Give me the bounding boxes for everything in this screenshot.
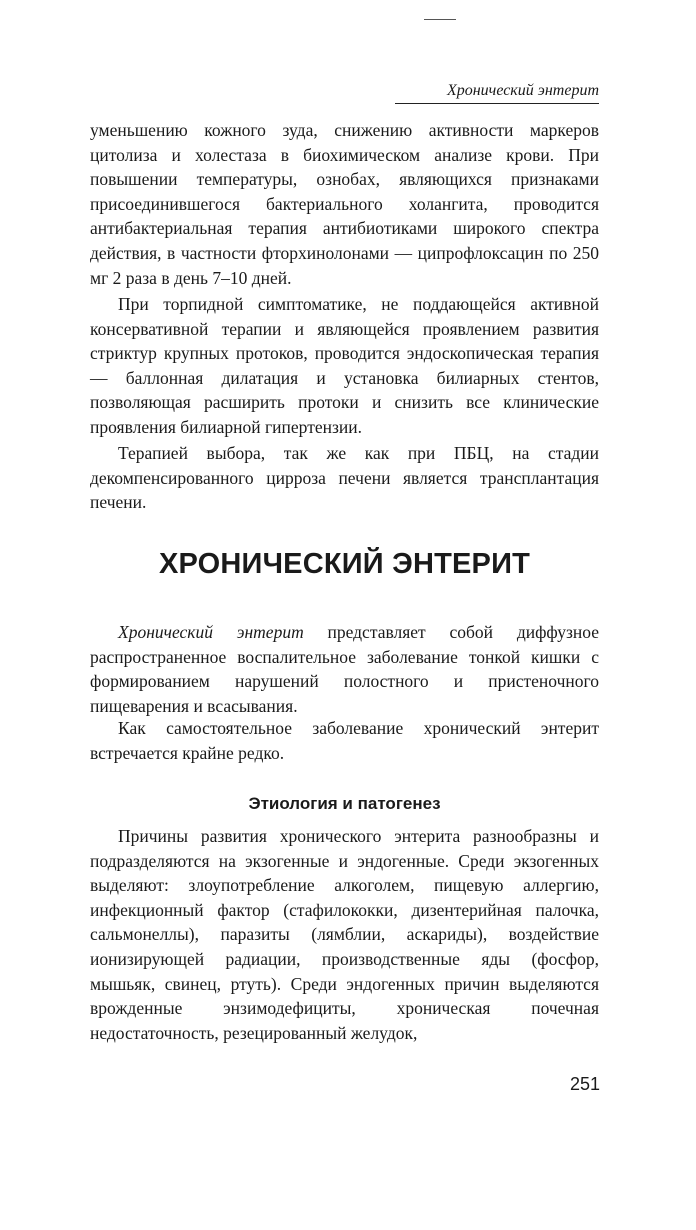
page-number: 251 — [569, 1074, 600, 1094]
section-title: Этиология и патогенез — [248, 794, 441, 813]
definition-paragraph — [90, 620, 599, 718]
body-paragraph — [90, 716, 599, 765]
body-paragraph-continued — [90, 118, 599, 290]
paragraph-text: Терапией выбора, так же как при ПБЦ, на стадии декомпенсированного цирроза печени является трансплантация печени. — [90, 443, 599, 513]
top-margin-mark — [424, 19, 456, 20]
running-head: Хронический энтерит — [446, 82, 599, 99]
body-paragraph — [90, 824, 599, 1045]
definition-text: представляет собой диффузное распространенное воспалительное заболевание тонкой кишки с формированием нарушений полостного и пристеночного пищеварения и всасывания. — [90, 622, 599, 716]
body-paragraph — [90, 292, 599, 440]
paragraph-text: Причины развития хронического энтерита разнообразны и подразделяются на экзогенные и эндогенные. Среди экзогенных выделяют: злоупотребление алкоголем, пищевую аллергию, инфекционный фактор (стафилококки, дизентерийная палочка, сальмонеллы), паразиты (лямблии, аскариды), воздействие ионизирующей радиации, производственные яды (фосфор, мышьяк, свинец, ртуть). Среди эндогенных причин выделяются врожденные энзимодефициты, хроническая почечная недостаточность, резецированный желудок, — [90, 826, 599, 1043]
running-head-rule — [395, 103, 599, 104]
paragraph-text — [90, 620, 599, 718]
paragraph-text: уменьшению кожного зуда, снижению активности маркеров цитолиза и холестаза в биохимическом анализе крови. При повышении температуры, ознобах, являющихся признаками присоединившегося бактериального холангита, проводится антибактериальная терапия антибиотиками широкого спектра действия, в частности фторхинолонами — ципрофлоксацин по 250 мг 2 раза в день 7–10 дней. — [90, 120, 599, 288]
body-paragraph — [90, 441, 599, 515]
paragraph-text: Как самостоятельное заболевание хронический энтерит встречается крайне редко. — [90, 718, 599, 763]
paragraph-text: При торпидной симптоматике, не поддающейся активной консервативной терапии и являющейся проявлением развития стриктур крупных протоков, проводится эндоскопическая терапия — баллонная дилатация и установка билиарных стентов, позволяющая расширить протоки и снизить все клинические проявления билиарной гипертензии. — [90, 294, 599, 437]
defined-term: Хронический энтерит — [118, 622, 304, 642]
chapter-title: ХРОНИЧЕСКИЙ ЭНТЕРИТ — [158, 548, 531, 580]
